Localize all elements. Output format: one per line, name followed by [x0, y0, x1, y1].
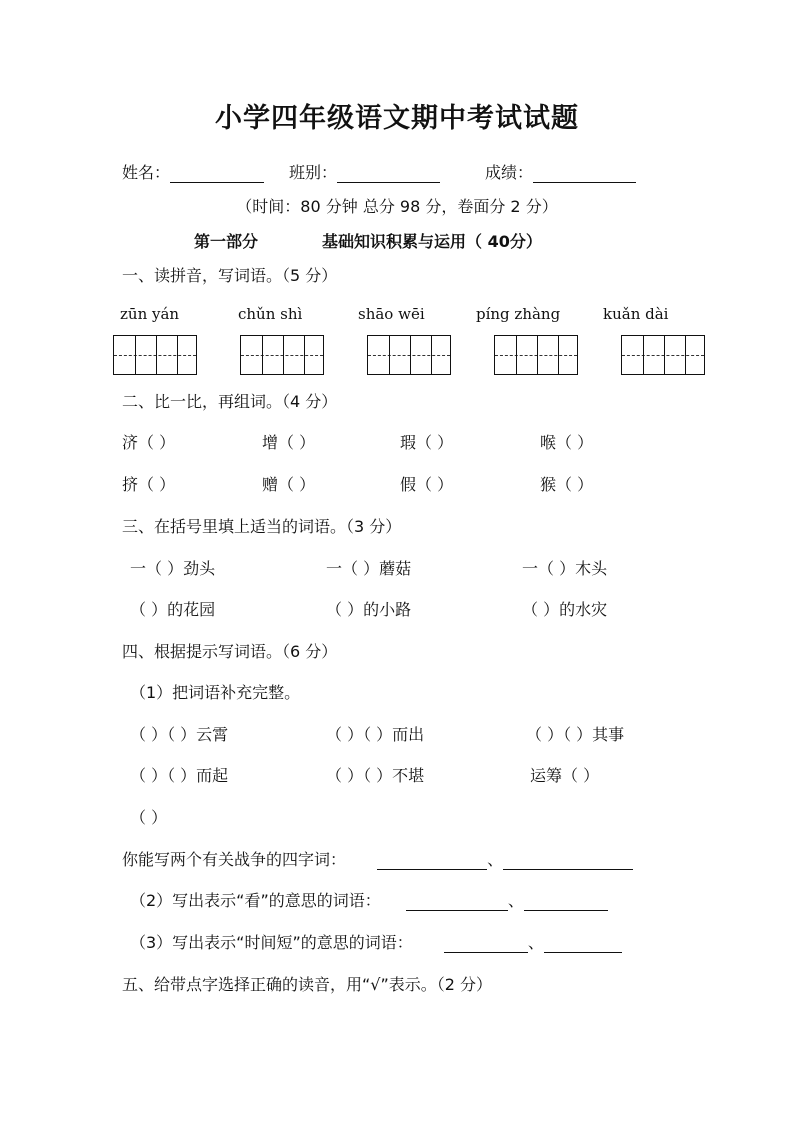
q3-item[interactable]: 一（ ）劲头 — [130, 559, 216, 578]
time-line: （时间：80 分钟 总分 98 分，卷面分 2 分） — [236, 197, 558, 216]
q5-heading: 五、给带点字选择正确的读音，用“√”表示。（2 分） — [122, 975, 493, 994]
q2-heading: 二、比一比，再组词。（4 分） — [122, 392, 338, 411]
name-blank[interactable] — [170, 166, 264, 183]
q4-item[interactable]: （ ）（ ）不堪 — [326, 766, 425, 785]
answer-blank[interactable] — [377, 853, 487, 870]
writing-grid-3[interactable] — [367, 335, 451, 375]
writing-grid-2[interactable] — [240, 335, 324, 375]
q2-item[interactable]: 赠（ ） — [262, 475, 316, 494]
q4-item[interactable]: （ ）（ ）而起 — [130, 766, 229, 785]
q3-item[interactable]: （ ）的水灾 — [522, 600, 608, 619]
q4-item[interactable]: （ ）（ ）而出 — [326, 725, 425, 744]
q4-item[interactable]: （ ） — [130, 808, 168, 827]
war-words-label: 你能写两个有关战争的四字词： — [122, 850, 347, 869]
score-label: 成绩： — [485, 163, 534, 182]
look-words-line — [130, 888, 608, 911]
q3-item[interactable]: （ ）的花园 — [130, 600, 216, 619]
answer-blank[interactable] — [524, 894, 608, 911]
writing-grid-1[interactable] — [113, 335, 197, 375]
answer-blank[interactable] — [406, 894, 508, 911]
war-words-line — [122, 847, 633, 870]
q2-item[interactable]: 假（ ） — [400, 475, 454, 494]
q1-heading: 一、读拼音，写词语。（5 分） — [122, 266, 338, 285]
q2-item[interactable]: 瑕（ ） — [400, 433, 454, 452]
q2-item[interactable]: 喉（ ） — [540, 433, 594, 452]
q3-item[interactable]: （ ）的小路 — [326, 600, 412, 619]
part-label: 第一部分 — [194, 232, 259, 251]
class-label: 班别： — [289, 163, 338, 182]
separator: 、 — [487, 850, 504, 869]
separator: 、 — [507, 891, 524, 910]
part-title: 基础知识积累与运用（ 40分） — [322, 232, 542, 251]
pinyin-3: shāo wēi — [358, 305, 425, 323]
q2-item[interactable]: 济（ ） — [122, 433, 176, 452]
pinyin-1: zūn yán — [120, 305, 180, 323]
writing-grid-4[interactable] — [494, 335, 578, 375]
short-time-words-label: （3）写出表示“时间短”的意思的词语： — [130, 933, 413, 952]
score-field — [485, 160, 636, 183]
class-blank[interactable] — [337, 166, 440, 183]
q3-heading: 三、在括号里填上适当的词语。（3 分） — [122, 517, 402, 536]
short-time-words-line — [130, 930, 622, 953]
look-words-label: （2）写出表示“看”的意思的词语： — [130, 891, 381, 910]
q2-item[interactable]: 猴（ ） — [540, 475, 594, 494]
class-field — [289, 160, 440, 183]
pinyin-4: píng zhàng — [476, 305, 561, 323]
q3-item[interactable]: 一（ ）木头 — [522, 559, 608, 578]
q3-item[interactable]: 一（ ）蘑菇 — [326, 559, 412, 578]
answer-blank[interactable] — [503, 853, 633, 870]
q4-sub1: （1）把词语补充完整。 — [130, 683, 301, 702]
answer-blank[interactable] — [444, 936, 528, 953]
score-blank[interactable] — [533, 166, 636, 183]
pinyin-2: chǔn shì — [238, 305, 303, 323]
name-label: 姓名： — [122, 163, 171, 182]
pinyin-5: kuǎn dài — [603, 305, 669, 323]
page-title: 小学四年级语文期中考试试题 — [215, 103, 579, 134]
q4-item[interactable]: （ ）（ ）云霄 — [130, 725, 229, 744]
q4-item[interactable]: （ ）（ ）其事 — [526, 725, 625, 744]
separator: 、 — [527, 933, 544, 952]
writing-grid-5[interactable] — [621, 335, 705, 375]
q4-heading: 四、根据提示写词语。（6 分） — [122, 642, 338, 661]
q2-item[interactable]: 挤（ ） — [122, 475, 176, 494]
q2-item[interactable]: 增（ ） — [262, 433, 316, 452]
name-field — [122, 160, 264, 183]
answer-blank[interactable] — [544, 936, 622, 953]
q4-item[interactable]: 运筹（ ） — [530, 766, 600, 785]
